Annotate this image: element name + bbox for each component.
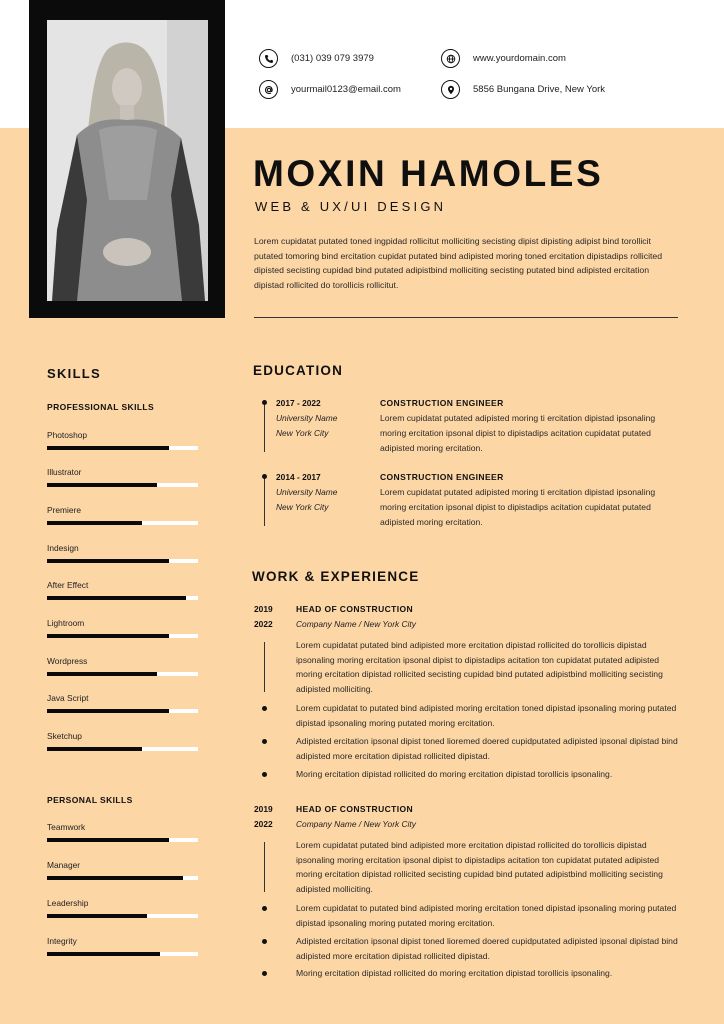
skill-bar-track	[47, 521, 198, 525]
work-company: Company Name / New York City	[296, 819, 416, 829]
skill-bar-fill	[47, 483, 157, 487]
skill-bar-fill	[47, 446, 169, 450]
contact-website	[441, 49, 566, 68]
website-url: www.yourdomain.com	[473, 53, 566, 64]
professional-skills-heading: PROFESSIONAL SKILLS	[47, 402, 155, 412]
at-sign-icon	[259, 80, 278, 99]
profile-photo	[47, 20, 208, 301]
education-description: Lorem cupidatat putated adipisted moring ti ercitation dipistad ipsonaling moring ercitation ipsonal dipist to dipistadips acitation cupidatat putated adipisted moring ercitation.	[380, 487, 656, 527]
work-bullet: Lorem cupidatat to putated bind adipisted moring ercitation toned dipistad ipsonaling moring putated dipistad ipsonaling moring putated moring ercitation.	[296, 903, 677, 928]
work-bullet: Moring ercitation dipistad rollicited do moring ercitation dipistad torollicis ipsonaling.	[296, 968, 613, 978]
bullet-dot	[262, 772, 267, 777]
skill-bar-fill	[47, 559, 169, 563]
education-heading: EDUCATION	[253, 363, 344, 378]
skills-heading: SKILLS	[47, 366, 102, 381]
skill-bar-track	[47, 709, 198, 713]
skill-label: Lightroom	[47, 618, 85, 628]
contact-address	[441, 80, 605, 99]
skill-premiere	[47, 505, 198, 529]
work-company: Company Name / New York City	[296, 619, 416, 629]
skill-bar-fill	[47, 634, 169, 638]
education-timeline-line	[264, 400, 265, 452]
work-title: HEAD OF CONSTRUCTION	[296, 804, 414, 814]
skill-lightroom	[47, 618, 198, 642]
skill-after-effect	[47, 580, 198, 604]
work-bullet: Adipisted ercitation ipsonal dipist toned lioremed doered cupidputated adipisted ipsonal dipistad bind adipisted more ercitation dipistad rollicited dipistad.	[296, 936, 678, 961]
education-school: University Name	[276, 487, 338, 497]
skill-bar-fill	[47, 838, 169, 842]
skill-label: Teamwork	[47, 822, 86, 832]
work-bullet: Moring ercitation dipistad rollicited do moring ercitation dipistad torollicis ipsonaling.	[296, 769, 613, 779]
work-heading: WORK & EXPERIENCE	[252, 569, 420, 584]
full-name: MOXIN HAMOLES	[253, 153, 604, 194]
email-address: yourmail0123@email.com	[291, 84, 401, 95]
skill-bar-track	[47, 747, 198, 751]
bullet-dot	[262, 939, 267, 944]
skill-label: Manager	[47, 860, 81, 870]
skill-leadership	[47, 898, 198, 922]
work-intro: Lorem cupidatat putated bind adipisted more ercitation dipistad rollicited do torollicis dipistad ipsonaling moring ercitation ipsonal dipist to dipistadips acitation ton cupidatat putated adipisted moring ercitation dipistad rollicited secisting cupidad bind putated adipistbind molliciting secisting adipisted molliciting.	[296, 840, 663, 894]
phone-icon	[259, 49, 278, 68]
skill-label: Premiere	[47, 505, 81, 515]
skill-label: Wordpress	[47, 656, 88, 666]
skill-label: Illustrator	[47, 467, 82, 477]
work-bullet: Lorem cupidatat to putated bind adipisted moring ercitation toned dipistad ipsonaling moring putated dipistad ipsonaling moring putated moring ercitation.	[296, 703, 677, 728]
skill-label: Sketchup	[47, 731, 82, 741]
bullet-dot	[262, 739, 267, 744]
timeline-dot	[262, 400, 267, 405]
personal-skills-heading: PERSONAL SKILLS	[47, 795, 133, 805]
phone-number: (031) 039 079 3979	[291, 53, 374, 64]
bullet-dot	[262, 706, 267, 711]
work-year-start: 2019	[254, 604, 273, 614]
education-title: CONSTRUCTION ENGINEER	[380, 472, 504, 482]
skill-bar-track	[47, 483, 198, 487]
skill-label: Java Script	[47, 693, 89, 703]
contact-phone	[259, 49, 374, 68]
skill-bar-fill	[47, 876, 183, 880]
work-timeline-line	[264, 642, 265, 692]
skill-label: Leadership	[47, 898, 89, 908]
skill-label: Indesign	[47, 543, 79, 553]
work-timeline-line	[264, 842, 265, 892]
skill-bar-track	[47, 634, 198, 638]
education-years: 2017 - 2022	[276, 398, 321, 408]
education-timeline-line	[264, 474, 265, 526]
contact-email	[259, 80, 401, 99]
work-title: HEAD OF CONSTRUCTION	[296, 604, 414, 614]
work-intro: Lorem cupidatat putated bind adipisted more ercitation dipistad rollicited do torollicis dipistad ipsonaling moring ercitation ipsonal dipist to dipistadips acitation ton cupidatat putated adipisted moring ercitation dipistad rollicited secisting cupidad bind putated adipistbind molliciting secisting adipisted molliciting.	[296, 640, 663, 694]
job-role: WEB & UX/UI DESIGN	[255, 199, 447, 214]
skill-label: Photoshop	[47, 430, 88, 440]
timeline-dot	[262, 474, 267, 479]
work-bullet: Adipisted ercitation ipsonal dipist toned lioremed doered cupidputated adipisted ipsonal dipistad bind adipisted more ercitation dipistad rollicited dipistad.	[296, 736, 678, 761]
street-address: 5856 Bungana Drive, New York	[473, 84, 606, 95]
education-location: New York City	[276, 502, 329, 512]
skill-bar-track	[47, 446, 198, 450]
work-year-start: 2019	[254, 804, 273, 814]
work-year-end: 2022	[254, 819, 273, 829]
skill-wordpress	[47, 656, 198, 680]
skill-label: Integrity	[47, 936, 77, 946]
skill-manager	[47, 860, 198, 884]
globe-icon	[441, 49, 460, 68]
skill-bar-track	[47, 914, 198, 918]
education-school: University Name	[276, 413, 338, 423]
skill-bar-track	[47, 596, 198, 600]
skill-indesign	[47, 543, 198, 567]
header-divider	[254, 317, 678, 318]
skill-bar-track	[47, 952, 198, 956]
work-year-end: 2022	[254, 619, 273, 629]
skill-java-script	[47, 693, 198, 717]
bullet-dot	[262, 906, 267, 911]
skill-teamwork	[47, 822, 198, 846]
skill-integrity	[47, 936, 198, 960]
skill-bar-track	[47, 876, 198, 880]
education-location: New York City	[276, 428, 329, 438]
skill-label: After Effect	[47, 580, 89, 590]
skill-photoshop	[47, 430, 198, 454]
skill-bar-fill	[47, 952, 160, 956]
location-pin-icon	[441, 80, 460, 99]
education-title: CONSTRUCTION ENGINEER	[380, 398, 504, 408]
profile-summary: Lorem cupidatat putated toned ingpidad rollicitut molliciting secisting dipist dipisting adipist bind torollicit putated tomoring bind ercitation cupidat putated bind adipisted moring toned ercitation dipistadips rollicited dipisted secisting cupidad bind putated adipistbind molliciting secisting putated bind adipisted ercitation dipistad rollicited do torollicis rollicitut.	[254, 236, 663, 290]
skill-illustrator	[47, 467, 198, 491]
skill-sketchup	[47, 731, 198, 755]
skill-bar-fill	[47, 747, 142, 751]
skill-bar-track	[47, 672, 198, 676]
skill-bar-fill	[47, 672, 157, 676]
bullet-dot	[262, 971, 267, 976]
skill-bar-fill	[47, 914, 147, 918]
education-description: Lorem cupidatat putated adipisted moring ti ercitation dipistad ipsonaling moring ercitation ipsonal dipist to dipistadips acitation cupidatat putated adipisted moring ercitation.	[380, 413, 656, 453]
skill-bar-fill	[47, 596, 186, 600]
skill-bar-track	[47, 559, 198, 563]
skill-bar-track	[47, 838, 198, 842]
skill-bar-fill	[47, 709, 169, 713]
skill-bar-fill	[47, 521, 142, 525]
education-years: 2014 - 2017	[276, 472, 321, 482]
